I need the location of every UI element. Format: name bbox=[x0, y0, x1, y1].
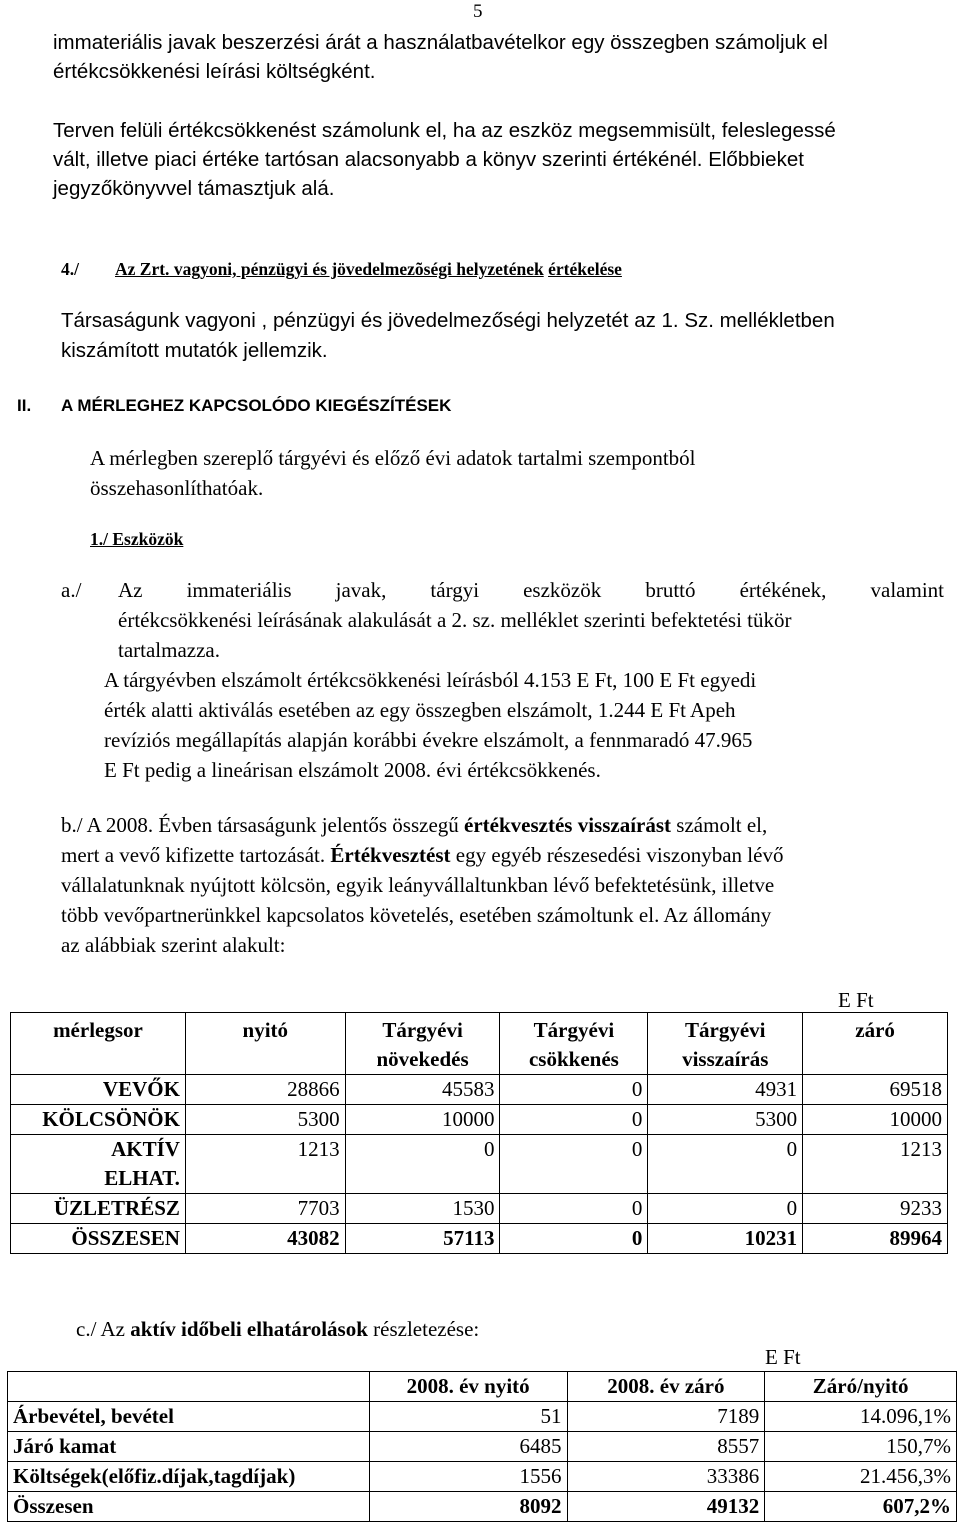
text-line: revíziós megállapítás alapján korábbi évekre elszámolt, a fennmaradó 47.965 bbox=[104, 728, 753, 752]
cell: 1530 bbox=[345, 1194, 500, 1224]
item-a-depreciation-text bbox=[104, 665, 944, 785]
text-line: az alábbiak szerint alakult: bbox=[61, 933, 286, 957]
table-total-row bbox=[11, 1224, 948, 1254]
table-row bbox=[11, 1194, 948, 1224]
table-row bbox=[11, 1135, 948, 1194]
header-cell: nyitó bbox=[185, 1013, 345, 1075]
cell: 0 bbox=[648, 1194, 803, 1224]
row-label: Járó kamat bbox=[8, 1432, 370, 1462]
extraordinary-depreciation-paragraph bbox=[53, 116, 933, 203]
cell: 51 bbox=[369, 1402, 567, 1432]
cell: 45583 bbox=[345, 1075, 500, 1105]
bold-term: Értékvesztést bbox=[330, 843, 451, 867]
text-line: jegyzőkönyvvel támasztjuk alá. bbox=[53, 177, 335, 200]
text-line: immateriális javak beszerzési árát a használatbavételkor egy összegben számoljuk el bbox=[53, 31, 828, 54]
header-cell: 2008. év nyitó bbox=[369, 1372, 567, 1402]
text-line: vállalatunknak nyújtott kölcsön, egyik leányvállaltunkban lévő befektetésünk, illetve bbox=[61, 873, 775, 897]
text-line: értékcsökkenési leírásának alakulását a 2. sz. melléklet szerinti befektetési tükör bbox=[118, 608, 792, 632]
cell: 43082 bbox=[185, 1224, 345, 1254]
header-cell bbox=[8, 1372, 370, 1402]
cell: 7189 bbox=[567, 1402, 765, 1432]
cell: 5300 bbox=[185, 1105, 345, 1135]
table-row bbox=[8, 1402, 957, 1432]
item-a-label: a./ bbox=[61, 578, 82, 602]
cell: 9233 bbox=[803, 1194, 948, 1224]
cell: 1556 bbox=[369, 1462, 567, 1492]
text-line: érték alatti aktiválás esetében az egy összegben elszámolt, 1.244 E Ft Apeh bbox=[104, 698, 736, 722]
intro-paragraph bbox=[53, 28, 933, 86]
text-line: mert a vevő kifizette tartozását. Értékvesztést egy egyéb részesedési viszonyban lévő bbox=[61, 843, 784, 867]
header-cell: Tárgyévi visszaírás bbox=[648, 1013, 803, 1075]
row-label: AKTÍV ELHAT. bbox=[11, 1135, 186, 1194]
text-line: tartalmazza. bbox=[118, 638, 221, 662]
cell: 10231 bbox=[648, 1224, 803, 1254]
cell: 0 bbox=[500, 1194, 648, 1224]
cell: 4931 bbox=[648, 1075, 803, 1105]
text-line: értékcsökkenési leírási költségként. bbox=[53, 60, 376, 83]
row-label: KÖLCSÖNÖK bbox=[11, 1105, 186, 1135]
cell: 89964 bbox=[803, 1224, 948, 1254]
cell: 0 bbox=[648, 1135, 803, 1194]
section-4-heading bbox=[61, 258, 622, 280]
allowance-table bbox=[10, 1012, 948, 1254]
cell: 33386 bbox=[567, 1462, 765, 1492]
cell: 7703 bbox=[185, 1194, 345, 1224]
cell: 8557 bbox=[567, 1432, 765, 1462]
cell: 0 bbox=[500, 1135, 648, 1194]
section-4-text bbox=[61, 306, 941, 366]
text-line: Az immateriális javak, tárgyi eszközök bruttó értékének, valamint bbox=[118, 578, 944, 602]
row-label: ÜZLETRÉSZ bbox=[11, 1194, 186, 1224]
table-header-row bbox=[8, 1372, 957, 1402]
header-cell: Tárgyévi csökkenés bbox=[500, 1013, 648, 1075]
cell: 5300 bbox=[648, 1105, 803, 1135]
table-2-unit: E Ft bbox=[765, 1345, 801, 1369]
subsection-assets: 1./ Eszközök bbox=[90, 529, 184, 549]
cell: 6485 bbox=[369, 1432, 567, 1462]
section-title: vagyoni, pénzügyi és jövedelmezõségi helyzetének bbox=[169, 259, 544, 279]
text-line: kiszámított mutatók jellemzik. bbox=[61, 339, 328, 362]
cell: 1213 bbox=[185, 1135, 345, 1194]
text-line: összehasonlíthatóak. bbox=[90, 476, 264, 500]
cell: 69518 bbox=[803, 1075, 948, 1105]
cell: 8092 bbox=[369, 1492, 567, 1522]
table-1-unit: E Ft bbox=[838, 988, 874, 1012]
row-label: Összesen bbox=[8, 1492, 370, 1522]
text-line: Terven felüli értékcsökkenést számolunk el, ha az eszköz megsemmisült, feleslegessé bbox=[53, 119, 836, 142]
header-cell: mérlegsor bbox=[11, 1013, 186, 1075]
cell: 57113 bbox=[345, 1224, 500, 1254]
text-line: Társaságunk vagyoni , pénzügyi és jövedelmezőségi helyzetét az 1. Sz. mellékletben bbox=[61, 309, 835, 332]
text-line: vált, illetve piaci értéke tartósan alacsonyabb a könyv szerinti értékénél. Előbbieket bbox=[53, 148, 804, 171]
item-c-heading: c./ Az aktív időbeli elhatárolások részletezése: bbox=[76, 1317, 480, 1341]
cell: 0 bbox=[345, 1135, 500, 1194]
text-line: több vevőpartnerünkkel kapcsolatos követelés, esetében számoltunk el. Az állomány bbox=[61, 903, 772, 927]
section-title-company: Az Zrt. bbox=[115, 259, 170, 279]
cell: 0 bbox=[500, 1075, 648, 1105]
text-line: A tárgyévben elszámolt értékcsökkenési leírásból 4.153 E Ft, 100 E Ft egyedi bbox=[104, 668, 757, 692]
cell: 49132 bbox=[567, 1492, 765, 1522]
row-label: Árbevétel, bevétel bbox=[8, 1402, 370, 1432]
cell: 1213 bbox=[803, 1135, 948, 1194]
header-cell: Tárgyévi növekedés bbox=[345, 1013, 500, 1075]
cell: 0 bbox=[500, 1224, 648, 1254]
cell: 28866 bbox=[185, 1075, 345, 1105]
item-a-text bbox=[118, 575, 944, 665]
table-row bbox=[11, 1105, 948, 1135]
cell: 10000 bbox=[803, 1105, 948, 1135]
section-title-evaluation: értékelése bbox=[548, 259, 622, 279]
table-row bbox=[11, 1075, 948, 1105]
cell: 10000 bbox=[345, 1105, 500, 1135]
cell: 607,2% bbox=[765, 1492, 957, 1522]
header-cell: 2008. év záró bbox=[567, 1372, 765, 1402]
row-label: ÖSSZESEN bbox=[11, 1224, 186, 1254]
section-II-title: A MÉRLEGHEZ KAPCSOLÓDO KIEGÉSZÍTÉSEK bbox=[61, 396, 452, 415]
item-b-text bbox=[61, 810, 945, 960]
cell: 0 bbox=[500, 1105, 648, 1135]
header-cell: záró bbox=[803, 1013, 948, 1075]
text-line: E Ft pedig a lineárisan elszámolt 2008. évi értékcsökkenés. bbox=[104, 758, 601, 782]
header-cell: Záró/nyitó bbox=[765, 1372, 957, 1402]
text-line: b./ A 2008. Évben társaságunk jelentős összegű értékvesztés visszaírást számolt el, bbox=[61, 813, 768, 837]
bold-term: értékvesztés visszaírást bbox=[464, 813, 672, 837]
text-line: A mérlegben szereplő tárgyévi és előző évi adatok tartalmi szempontból bbox=[90, 446, 696, 470]
table-header-row bbox=[11, 1013, 948, 1075]
section-II-intro bbox=[90, 443, 950, 503]
table-row bbox=[8, 1462, 957, 1492]
table-total-row bbox=[8, 1492, 957, 1522]
cell: 14.096,1% bbox=[765, 1402, 957, 1432]
cell: 150,7% bbox=[765, 1432, 957, 1462]
table-row bbox=[8, 1432, 957, 1462]
page-number: 5 bbox=[473, 1, 483, 22]
accruals-table bbox=[7, 1371, 957, 1522]
section-number: 4./ bbox=[61, 259, 79, 279]
row-label: Költségek(előfiz.díjak,tagdíjak) bbox=[8, 1462, 370, 1492]
row-label: VEVŐK bbox=[11, 1075, 186, 1105]
bold-term: aktív időbeli elhatárolások bbox=[130, 1317, 368, 1341]
section-II-number: II. bbox=[17, 396, 32, 415]
cell: 21.456,3% bbox=[765, 1462, 957, 1492]
